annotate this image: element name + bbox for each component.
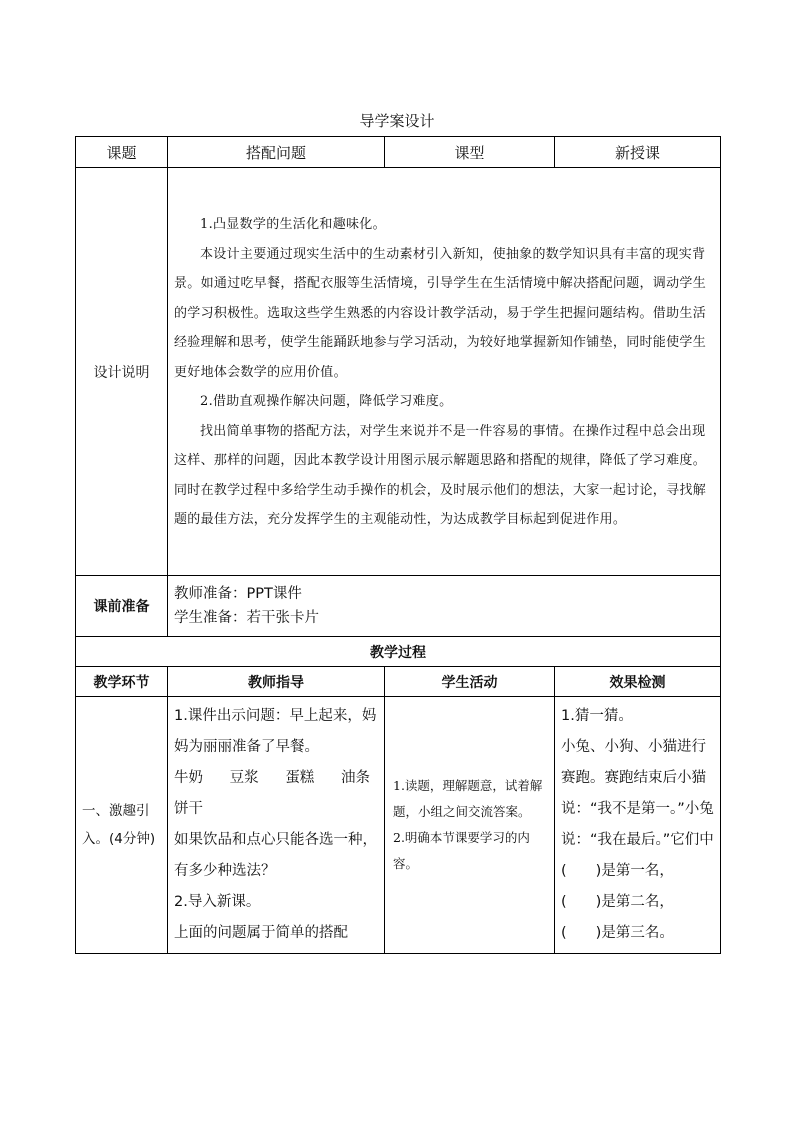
breakfast-item: 豆浆	[229, 770, 259, 786]
check-line: 小兔、小狗、小猫进行赛跑。赛跑结束后小猫说：“我不是第一。”小兔说：“我在最后。”它们中( )是第一名，( )是第二名，( )是第三名。	[561, 739, 714, 941]
process-header-row	[76, 667, 721, 697]
design-notes-label: 设计说明	[76, 168, 168, 576]
check-line: 1.猜一猜。	[561, 708, 633, 724]
student-activity-cell	[385, 697, 555, 954]
document-title: 导学案设计	[359, 112, 435, 130]
breakfast-item: 蛋糕	[285, 770, 315, 786]
process-title: 教学过程	[76, 637, 721, 667]
column-header: 效果检测	[555, 667, 721, 697]
type-label: 课型	[385, 137, 555, 168]
design-notes-paragraph: 1.凸显数学的生活化和趣味化。	[200, 217, 386, 233]
breakfast-items	[174, 763, 378, 794]
student-preparation: 学生准备：若干张卡片	[174, 610, 319, 626]
preparation-row	[76, 576, 721, 637]
stage-cell: 一、激趣引入。(4分钟)	[76, 697, 168, 954]
student-line: 2.明确本节课要学习的内容。	[393, 830, 530, 871]
teacher-preparation: 教师准备：PPT课件	[174, 586, 302, 602]
breakfast-item: 牛奶	[174, 770, 203, 786]
type-value: 新授课	[555, 137, 721, 168]
design-notes-paragraph: 2.借助直观操作解决问题，降低学习难度。	[200, 394, 453, 410]
design-notes-paragraph: 找出简单事物的搭配方法，对学生来说并不是一件容易的事情。在操作过程中总会出现这样、那样的问题，因此本教学设计用图示展示解题思路和搭配的规律，降低了学习难度。同时在教学过程中多给学生动手操作的机会，及时展示他们的想法，大家一起讨论，寻找解题的最佳方法，充分发挥学生的主观能动性，为达成教学目标起到促进作用。	[174, 423, 707, 528]
column-header: 教师指导	[168, 667, 385, 697]
preparation-content	[168, 576, 721, 637]
design-notes-content	[168, 168, 721, 576]
design-notes-row	[76, 168, 721, 576]
effect-check-cell	[555, 697, 721, 954]
process-row	[76, 697, 721, 954]
student-line: 1.读题，理解题意，试着解题，小组之间交流答案。	[393, 778, 543, 819]
breakfast-item: 油条	[340, 770, 370, 786]
topic-value: 搭配问题	[168, 137, 385, 168]
preparation-label: 课前准备	[76, 576, 168, 637]
design-notes-paragraph: 本设计主要通过现实生活中的生动素材引入新知，使抽象的数学知识具有丰富的现实背景。如通过吃早餐，搭配衣服等生活情境，引导学生在生活情境中解决搭配问题，调动学生的学习积极性。选取这些学生熟悉的内容设计教学活动，易于学生把握问题结构。借助生活经验理解和思考，使学生能踊跃地参与学习活动，为较好地掌握新知作铺垫，同时能使学生更好地体会数学的应用价值。	[174, 246, 707, 380]
teacher-line: 2.导入新课。	[174, 894, 261, 910]
teacher-line: 如果饮品和点心只能各选一种，有多少种选法？	[174, 832, 377, 879]
teacher-line: 上面的问题属于简单的搭配	[174, 925, 348, 941]
topic-label: 课题	[76, 137, 168, 168]
teacher-guidance-cell	[168, 697, 385, 954]
column-header: 学生活动	[385, 667, 555, 697]
process-title-row	[76, 637, 721, 667]
header-row	[76, 137, 721, 168]
teacher-line: 1.课件出示问题：早上起来，妈妈为丽丽准备了早餐。	[174, 708, 377, 755]
column-header: 教学环节	[76, 667, 168, 697]
breakfast-item: 饼干	[174, 801, 203, 817]
lesson-plan-table	[75, 136, 721, 954]
